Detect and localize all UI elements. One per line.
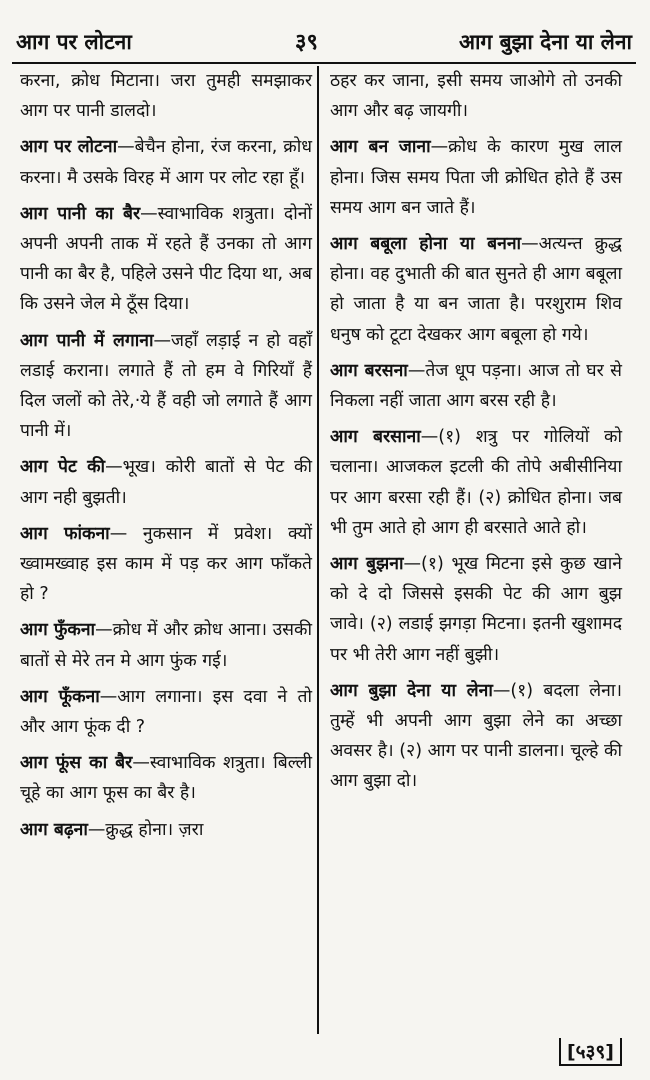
entry-definition: ठहर कर जाना, इसी समय जाओगे तो उनकी आग और बढ़ जायगी। xyxy=(330,71,622,122)
dictionary-entry xyxy=(20,615,312,675)
header-rule xyxy=(12,62,636,64)
entry-term: आग पानी का बैर xyxy=(20,203,141,224)
dictionary-entry xyxy=(20,66,312,126)
entry-definition: — नुकसान में प्रवेश। क्यों ख्वामख्वाह इस काम में पड़ कर आग फाँकते हो ? xyxy=(20,523,312,605)
entry-definition: —(१) बदला लेना। तुम्हें भी अपनी आग बुझा लेने का अच्छा अवसर है। (२) आग पर पानी डालना। चूल्हे की आग बुझा दो। xyxy=(330,680,622,792)
entry-definition: —(१) भूख मिटना इसे कुछ खाने को दे दो जिससे इसकी पेट की आग बुझ जावे। (२) लडाई झगड़ा मिटना। इतनी खुशामद पर भी तेरी आग नहीं बुझी। xyxy=(330,554,622,665)
dictionary-entry xyxy=(20,682,312,742)
page-reference: [५३९] xyxy=(559,1038,622,1066)
dictionary-entry xyxy=(20,815,312,845)
entry-definition: —क्रोध में और क्रोध आना। उसकी बातों से मेरे तन मे आग फुंक गई। xyxy=(20,620,312,671)
column-divider xyxy=(317,66,319,1034)
left-column xyxy=(20,66,312,851)
dictionary-entry xyxy=(20,326,312,447)
entry-term: आग पेट की xyxy=(20,457,106,478)
dictionary-entry xyxy=(20,132,312,192)
entry-definition: —जहाँ लड़ाई न हो वहाँ लडाई कराना। लगाते हैं तो हम वे गिरियाँ हैं दिल जलों को तेरे,·ये हैं वही जो लगाते हैं आग पानी में। xyxy=(20,330,312,442)
right-column xyxy=(330,66,622,803)
page-number: ३९ xyxy=(295,30,318,55)
dictionary-entry xyxy=(330,229,622,350)
running-head-left: आग पर लोटना xyxy=(16,30,132,54)
entry-term: आग बरसाना xyxy=(330,427,421,448)
entry-term: आग बबूला होना या बनना xyxy=(330,234,522,255)
running-head-right: आग बुझा देना या लेना xyxy=(458,30,632,54)
dictionary-entry xyxy=(330,549,622,670)
dictionary-entry xyxy=(330,132,622,223)
entry-definition: —भूख। कोरी बातों से पेट की आग नही बुझती। xyxy=(20,457,312,508)
entry-term: आग फूँकना xyxy=(20,686,100,707)
entry-definition: —आग लगाना। इस दवा ने तो और आग फूंक दी ? xyxy=(20,686,312,738)
dictionary-entry xyxy=(20,199,312,320)
entry-term: आग बन जाना xyxy=(330,137,431,158)
entry-definition: —तेज धूप पड़ना। आज तो घर से निकला नहीं जाता आग बरस रही है। xyxy=(330,360,622,412)
entry-definition: —क्रुद्ध होना। ज़रा xyxy=(87,819,204,840)
dictionary-entry xyxy=(20,748,312,808)
dictionary-entry xyxy=(20,519,312,610)
entry-term: आग फुँकना xyxy=(20,620,96,641)
dictionary-entry xyxy=(330,676,622,797)
entry-term: आग पानी में लगाना xyxy=(20,330,154,351)
entry-term: आग बुझा देना या लेना xyxy=(330,680,493,701)
page-header xyxy=(0,0,650,56)
entry-term: आग फूंस का बैर xyxy=(20,753,133,774)
entry-term: आग पर लोटना xyxy=(20,137,118,158)
entry-term: आग बुझना xyxy=(330,554,404,575)
entry-definition: —(१) शत्रु पर गोलियों को चलाना। आजकल इटली की तोपे अबीसीनिया पर आग बरसा रही हैं। (२) क्रोधित होना। जब भी तुम आते हो आग ही बरसाते आते हो। xyxy=(330,427,622,538)
entry-term: आग बरसना xyxy=(330,360,408,381)
dictionary-entry xyxy=(330,422,622,543)
dictionary-entry xyxy=(20,452,312,512)
entry-term: आग फांकना xyxy=(20,523,110,544)
entry-definition: करना, क्रोध मिटाना। जरा तुमही समझाकर आग पर पानी डालदो। xyxy=(20,71,312,122)
entry-definition: —अत्यन्त क्रुद्ध होना। वह दुभाती की बात सुनते ही आग बबूला हो जाता है या बन जाता है। परशुराम शिव धनुष को टूटा देखकर आग बबूला हो गये। xyxy=(330,234,622,345)
entry-definition: —स्वाभाविक शत्रुता। बिल्ली चूहे का आग फूस का बैर है। xyxy=(20,753,313,804)
entry-definition: —बेचैन होना, रंज करना, क्रोध करना। मै उसके विरह में आग पर लोट रहा हूँ। xyxy=(20,137,313,188)
entry-definition: —स्वाभाविक शत्रुता। दोनों अपनी अपनी ताक में रहते हैं उनका तो आग पानी का बैर है, पहिले उसने पीट दिया था, अब कि उसने जेल मे ठूँस दिया। xyxy=(20,203,312,315)
dictionary-entry xyxy=(330,66,622,126)
entry-term: आग बढ़ना xyxy=(20,819,88,840)
entry-definition: —क्रोध के कारण मुख लाल होना। जिस समय पिता जी क्रोधित होते हैं उस समय आग बन जाते हैं। xyxy=(330,137,622,218)
dictionary-entry xyxy=(330,356,622,416)
